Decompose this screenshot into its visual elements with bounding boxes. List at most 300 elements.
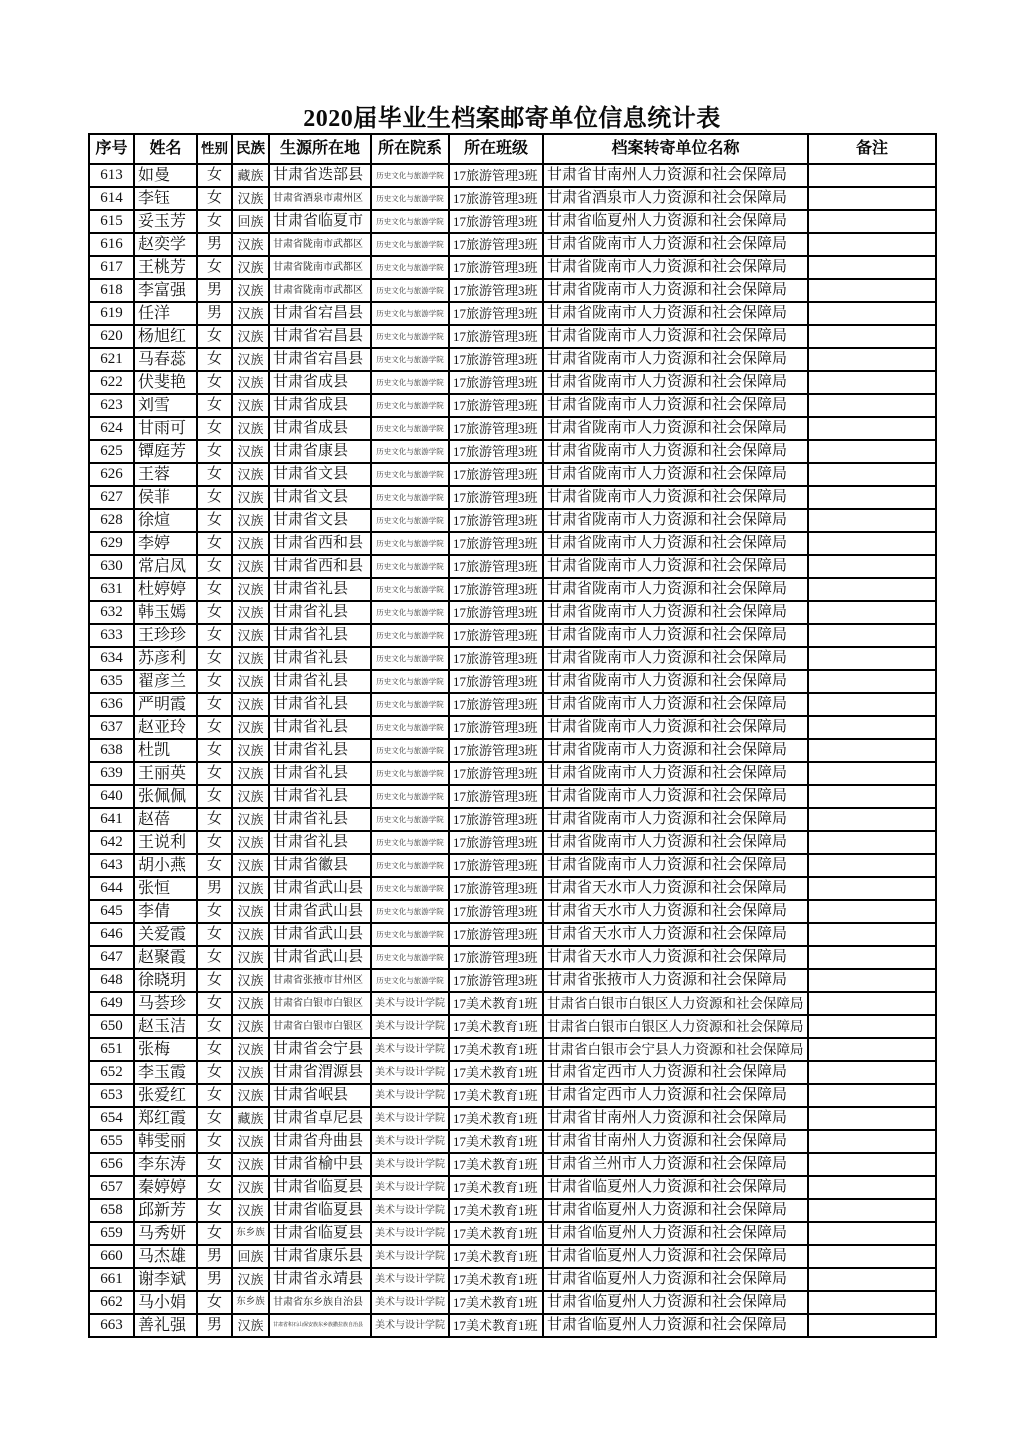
cell-unit: 甘肃省定西市人力资源和社会保障局	[543, 1084, 808, 1107]
cell-gender: 男	[197, 1268, 232, 1291]
cell-department: 历史文化与旅游学院	[371, 302, 449, 325]
cell-origin: 甘肃省临夏县	[269, 1176, 371, 1199]
cell-origin: 甘肃省宕昌县	[269, 348, 371, 371]
cell-name: 杜凯	[134, 739, 197, 762]
cell-name: 张佩佩	[134, 785, 197, 808]
cell-remark	[808, 371, 936, 394]
table-row	[89, 256, 936, 279]
cell-serial: 658	[89, 1199, 134, 1222]
cell-origin: 甘肃省白银市白银区	[269, 992, 371, 1015]
cell-name: 甘雨可	[134, 417, 197, 440]
table-row	[89, 854, 936, 877]
cell-serial: 613	[89, 164, 134, 187]
cell-serial: 645	[89, 900, 134, 923]
cell-ethnicity: 汉族	[232, 1176, 269, 1199]
cell-ethnicity: 汉族	[232, 394, 269, 417]
table-row	[89, 1130, 936, 1153]
cell-unit: 甘肃省陇南市人力资源和社会保障局	[543, 739, 808, 762]
cell-remark	[808, 233, 936, 256]
cell-ethnicity: 汉族	[232, 463, 269, 486]
cell-remark	[808, 1130, 936, 1153]
cell-remark	[808, 279, 936, 302]
cell-ethnicity: 汉族	[232, 279, 269, 302]
table-row	[89, 578, 936, 601]
cell-serial: 623	[89, 394, 134, 417]
cell-gender: 男	[197, 279, 232, 302]
cell-unit: 甘肃省定西市人力资源和社会保障局	[543, 1061, 808, 1084]
cell-name: 胡小燕	[134, 854, 197, 877]
cell-origin: 甘肃省文县	[269, 486, 371, 509]
cell-serial: 661	[89, 1268, 134, 1291]
cell-unit: 甘肃省陇南市人力资源和社会保障局	[543, 716, 808, 739]
cell-remark	[808, 739, 936, 762]
cell-origin: 甘肃省礼县	[269, 601, 371, 624]
cell-ethnicity: 汉族	[232, 371, 269, 394]
cell-unit: 甘肃省天水市人力资源和社会保障局	[543, 946, 808, 969]
cell-gender: 女	[197, 1291, 232, 1314]
cell-gender: 女	[197, 923, 232, 946]
cell-origin: 甘肃省礼县	[269, 808, 371, 831]
table-row	[89, 670, 936, 693]
cell-ethnicity: 汉族	[232, 1130, 269, 1153]
cell-department: 历史文化与旅游学院	[371, 647, 449, 670]
cell-gender: 女	[197, 854, 232, 877]
cell-unit: 甘肃省陇南市人力资源和社会保障局	[543, 578, 808, 601]
cell-name: 镡庭芳	[134, 440, 197, 463]
column-header-remark: 备注	[808, 134, 936, 164]
cell-department: 历史文化与旅游学院	[371, 417, 449, 440]
cell-class: 17旅游管理3班	[449, 923, 543, 946]
cell-gender: 女	[197, 808, 232, 831]
cell-ethnicity: 汉族	[232, 1199, 269, 1222]
cell-remark	[808, 1199, 936, 1222]
table-row	[89, 1153, 936, 1176]
cell-serial: 649	[89, 992, 134, 1015]
cell-serial: 663	[89, 1314, 134, 1337]
cell-origin: 甘肃省积石山保安族东乡族撒拉族自治县	[269, 1314, 371, 1337]
cell-serial: 647	[89, 946, 134, 969]
cell-department: 历史文化与旅游学院	[371, 900, 449, 923]
cell-ethnicity: 汉族	[232, 900, 269, 923]
cell-serial: 618	[89, 279, 134, 302]
cell-unit: 甘肃省陇南市人力资源和社会保障局	[543, 693, 808, 716]
cell-gender: 女	[197, 348, 232, 371]
cell-unit: 甘肃省陇南市人力资源和社会保障局	[543, 808, 808, 831]
cell-serial: 637	[89, 716, 134, 739]
cell-gender: 女	[197, 1199, 232, 1222]
cell-department: 美术与设计学院	[371, 1038, 449, 1061]
cell-ethnicity: 汉族	[232, 256, 269, 279]
cell-remark	[808, 210, 936, 233]
cell-ethnicity: 汉族	[232, 233, 269, 256]
cell-ethnicity: 汉族	[232, 923, 269, 946]
cell-gender: 女	[197, 509, 232, 532]
table-row	[89, 1268, 936, 1291]
cell-department: 历史文化与旅游学院	[371, 463, 449, 486]
cell-department: 美术与设计学院	[371, 1015, 449, 1038]
cell-origin: 甘肃省文县	[269, 509, 371, 532]
cell-origin: 甘肃省临夏市	[269, 210, 371, 233]
cell-department: 历史文化与旅游学院	[371, 532, 449, 555]
cell-name: 谢李斌	[134, 1268, 197, 1291]
cell-name: 马小娟	[134, 1291, 197, 1314]
cell-gender: 女	[197, 578, 232, 601]
cell-name: 邱新芳	[134, 1199, 197, 1222]
cell-name: 王说利	[134, 831, 197, 854]
cell-ethnicity: 汉族	[232, 325, 269, 348]
cell-ethnicity: 汉族	[232, 693, 269, 716]
cell-remark	[808, 256, 936, 279]
cell-origin: 甘肃省张掖市甘州区	[269, 969, 371, 992]
cell-gender: 男	[197, 1245, 232, 1268]
cell-department: 历史文化与旅游学院	[371, 325, 449, 348]
cell-gender: 女	[197, 1107, 232, 1130]
cell-serial: 633	[89, 624, 134, 647]
cell-gender: 女	[197, 164, 232, 187]
cell-class: 17旅游管理3班	[449, 233, 543, 256]
cell-gender: 女	[197, 1130, 232, 1153]
table-row	[89, 1061, 936, 1084]
column-header-name: 姓名	[134, 134, 197, 164]
table-row	[89, 693, 936, 716]
cell-name: 李婷	[134, 532, 197, 555]
cell-remark	[808, 417, 936, 440]
cell-unit: 甘肃省临夏州人力资源和社会保障局	[543, 210, 808, 233]
cell-ethnicity: 汉族	[232, 808, 269, 831]
cell-unit: 甘肃省甘南州人力资源和社会保障局	[543, 1107, 808, 1130]
cell-serial: 628	[89, 509, 134, 532]
cell-department: 美术与设计学院	[371, 1130, 449, 1153]
table-row	[89, 187, 936, 210]
cell-ethnicity: 汉族	[232, 831, 269, 854]
cell-unit: 甘肃省陇南市人力资源和社会保障局	[543, 532, 808, 555]
cell-class: 17旅游管理3班	[449, 831, 543, 854]
cell-origin: 甘肃省卓尼县	[269, 1107, 371, 1130]
cell-gender: 女	[197, 417, 232, 440]
table-row	[89, 601, 936, 624]
cell-remark	[808, 762, 936, 785]
cell-class: 17旅游管理3班	[449, 785, 543, 808]
cell-origin: 甘肃省礼县	[269, 578, 371, 601]
cell-origin: 甘肃省成县	[269, 394, 371, 417]
table-row	[89, 1314, 936, 1337]
table-row	[89, 555, 936, 578]
cell-gender: 女	[197, 716, 232, 739]
cell-department: 历史文化与旅游学院	[371, 946, 449, 969]
cell-gender: 女	[197, 394, 232, 417]
cell-unit: 甘肃省白银市会宁县人力资源和社会保障局	[543, 1038, 808, 1061]
cell-gender: 女	[197, 969, 232, 992]
cell-origin: 甘肃省徽县	[269, 854, 371, 877]
cell-unit: 甘肃省白银市白银区人力资源和社会保障局	[543, 1015, 808, 1038]
cell-department: 历史文化与旅游学院	[371, 233, 449, 256]
cell-origin: 甘肃省礼县	[269, 647, 371, 670]
cell-department: 历史文化与旅游学院	[371, 923, 449, 946]
cell-department: 美术与设计学院	[371, 1245, 449, 1268]
cell-class: 17美术教育1班	[449, 1061, 543, 1084]
cell-unit: 甘肃省临夏州人力资源和社会保障局	[543, 1291, 808, 1314]
cell-department: 历史文化与旅游学院	[371, 877, 449, 900]
cell-unit: 甘肃省张掖市人力资源和社会保障局	[543, 969, 808, 992]
cell-serial: 614	[89, 187, 134, 210]
cell-remark	[808, 187, 936, 210]
table-row	[89, 877, 936, 900]
cell-name: 严明霞	[134, 693, 197, 716]
cell-ethnicity: 汉族	[232, 486, 269, 509]
cell-gender: 女	[197, 647, 232, 670]
archive-info-table	[88, 133, 937, 1338]
cell-ethnicity: 汉族	[232, 1038, 269, 1061]
cell-name: 王珍珍	[134, 624, 197, 647]
cell-serial: 632	[89, 601, 134, 624]
cell-name: 妥玉芳	[134, 210, 197, 233]
cell-serial: 654	[89, 1107, 134, 1130]
cell-department: 历史文化与旅游学院	[371, 969, 449, 992]
cell-remark	[808, 601, 936, 624]
table-row	[89, 440, 936, 463]
cell-class: 17旅游管理3班	[449, 624, 543, 647]
cell-department: 历史文化与旅游学院	[371, 854, 449, 877]
cell-origin: 甘肃省康县	[269, 440, 371, 463]
cell-origin: 甘肃省陇南市武都区	[269, 233, 371, 256]
cell-department: 历史文化与旅游学院	[371, 371, 449, 394]
cell-remark	[808, 992, 936, 1015]
cell-department: 美术与设计学院	[371, 1084, 449, 1107]
cell-department: 美术与设计学院	[371, 1107, 449, 1130]
cell-class: 17旅游管理3班	[449, 417, 543, 440]
cell-name: 王桃芳	[134, 256, 197, 279]
cell-origin: 甘肃省礼县	[269, 739, 371, 762]
cell-class: 17旅游管理3班	[449, 532, 543, 555]
cell-serial: 639	[89, 762, 134, 785]
cell-class: 17旅游管理3班	[449, 969, 543, 992]
cell-origin: 甘肃省成县	[269, 371, 371, 394]
cell-name: 徐煊	[134, 509, 197, 532]
cell-origin: 甘肃省临夏县	[269, 1199, 371, 1222]
cell-remark	[808, 532, 936, 555]
cell-remark	[808, 670, 936, 693]
cell-remark	[808, 946, 936, 969]
cell-name: 李富强	[134, 279, 197, 302]
cell-name: 赵奕学	[134, 233, 197, 256]
cell-serial: 630	[89, 555, 134, 578]
cell-unit: 甘肃省陇南市人力资源和社会保障局	[543, 762, 808, 785]
cell-serial: 616	[89, 233, 134, 256]
cell-ethnicity: 汉族	[232, 555, 269, 578]
cell-remark	[808, 1061, 936, 1084]
cell-gender: 女	[197, 1176, 232, 1199]
table-row	[89, 302, 936, 325]
cell-gender: 女	[197, 785, 232, 808]
cell-ethnicity: 汉族	[232, 647, 269, 670]
cell-name: 马秀妍	[134, 1222, 197, 1245]
cell-class: 17美术教育1班	[449, 1222, 543, 1245]
cell-unit: 甘肃省临夏州人力资源和社会保障局	[543, 1245, 808, 1268]
cell-name: 伏斐艳	[134, 371, 197, 394]
cell-gender: 女	[197, 601, 232, 624]
cell-department: 历史文化与旅游学院	[371, 348, 449, 371]
cell-gender: 女	[197, 463, 232, 486]
cell-remark	[808, 900, 936, 923]
cell-remark	[808, 440, 936, 463]
cell-department: 历史文化与旅游学院	[371, 739, 449, 762]
cell-remark	[808, 1314, 936, 1337]
cell-origin: 甘肃省会宁县	[269, 1038, 371, 1061]
table-row	[89, 486, 936, 509]
cell-class: 17旅游管理3班	[449, 486, 543, 509]
cell-ethnicity: 汉族	[232, 716, 269, 739]
cell-origin: 甘肃省舟曲县	[269, 1130, 371, 1153]
cell-ethnicity: 汉族	[232, 187, 269, 210]
cell-serial: 617	[89, 256, 134, 279]
cell-ethnicity: 汉族	[232, 578, 269, 601]
cell-serial: 636	[89, 693, 134, 716]
cell-remark	[808, 1176, 936, 1199]
cell-name: 秦婷婷	[134, 1176, 197, 1199]
cell-class: 17旅游管理3班	[449, 164, 543, 187]
cell-gender: 男	[197, 233, 232, 256]
cell-ethnicity: 汉族	[232, 1084, 269, 1107]
cell-name: 关爱霞	[134, 923, 197, 946]
column-header-ethnicity: 民族	[232, 134, 269, 164]
cell-remark	[808, 1015, 936, 1038]
cell-origin: 甘肃省礼县	[269, 624, 371, 647]
cell-serial: 625	[89, 440, 134, 463]
cell-gender: 女	[197, 624, 232, 647]
cell-origin: 甘肃省文县	[269, 463, 371, 486]
cell-name: 任洋	[134, 302, 197, 325]
cell-name: 马杰雄	[134, 1245, 197, 1268]
cell-serial: 655	[89, 1130, 134, 1153]
cell-gender: 女	[197, 739, 232, 762]
table-header-row	[89, 134, 936, 164]
cell-ethnicity: 回族	[232, 210, 269, 233]
table-row	[89, 762, 936, 785]
cell-name: 李东涛	[134, 1153, 197, 1176]
cell-ethnicity: 汉族	[232, 762, 269, 785]
cell-serial: 620	[89, 325, 134, 348]
cell-gender: 男	[197, 877, 232, 900]
cell-gender: 女	[197, 1222, 232, 1245]
cell-class: 17旅游管理3班	[449, 302, 543, 325]
table-row	[89, 463, 936, 486]
cell-ethnicity: 东乡族	[232, 1291, 269, 1314]
cell-unit: 甘肃省天水市人力资源和社会保障局	[543, 923, 808, 946]
cell-class: 17旅游管理3班	[449, 578, 543, 601]
cell-serial: 662	[89, 1291, 134, 1314]
cell-origin: 甘肃省岷县	[269, 1084, 371, 1107]
table-row	[89, 808, 936, 831]
cell-unit: 甘肃省陇南市人力资源和社会保障局	[543, 394, 808, 417]
cell-origin: 甘肃省酒泉市肃州区	[269, 187, 371, 210]
cell-origin: 甘肃省西和县	[269, 532, 371, 555]
cell-remark	[808, 302, 936, 325]
table-row	[89, 900, 936, 923]
cell-class: 17旅游管理3班	[449, 279, 543, 302]
table-row	[89, 509, 936, 532]
cell-ethnicity: 汉族	[232, 1153, 269, 1176]
cell-name: 韩玉嫣	[134, 601, 197, 624]
cell-class: 17旅游管理3班	[449, 900, 543, 923]
cell-gender: 女	[197, 1015, 232, 1038]
cell-department: 美术与设计学院	[371, 1061, 449, 1084]
cell-class: 17旅游管理3班	[449, 555, 543, 578]
cell-unit: 甘肃省陇南市人力资源和社会保障局	[543, 302, 808, 325]
cell-unit: 甘肃省陇南市人力资源和社会保障局	[543, 348, 808, 371]
cell-origin: 甘肃省康乐县	[269, 1245, 371, 1268]
cell-class: 17旅游管理3班	[449, 325, 543, 348]
cell-unit: 甘肃省陇南市人力资源和社会保障局	[543, 256, 808, 279]
cell-department: 历史文化与旅游学院	[371, 578, 449, 601]
cell-serial: 660	[89, 1245, 134, 1268]
cell-origin: 甘肃省礼县	[269, 716, 371, 739]
cell-department: 美术与设计学院	[371, 1314, 449, 1337]
cell-serial: 653	[89, 1084, 134, 1107]
cell-unit: 甘肃省陇南市人力资源和社会保障局	[543, 555, 808, 578]
cell-origin: 甘肃省永靖县	[269, 1268, 371, 1291]
cell-class: 17旅游管理3班	[449, 762, 543, 785]
cell-department: 美术与设计学院	[371, 1222, 449, 1245]
cell-gender: 女	[197, 693, 232, 716]
cell-department: 美术与设计学院	[371, 1176, 449, 1199]
cell-ethnicity: 汉族	[232, 509, 269, 532]
cell-department: 历史文化与旅游学院	[371, 210, 449, 233]
cell-ethnicity: 汉族	[232, 1314, 269, 1337]
cell-gender: 女	[197, 440, 232, 463]
cell-remark	[808, 1153, 936, 1176]
cell-class: 17旅游管理3班	[449, 670, 543, 693]
cell-serial: 648	[89, 969, 134, 992]
cell-ethnicity: 东乡族	[232, 1222, 269, 1245]
cell-serial: 629	[89, 532, 134, 555]
cell-class: 17美术教育1班	[449, 1038, 543, 1061]
table-row	[89, 831, 936, 854]
cell-gender: 男	[197, 302, 232, 325]
cell-remark	[808, 831, 936, 854]
cell-unit: 甘肃省兰州市人力资源和社会保障局	[543, 1153, 808, 1176]
cell-unit: 甘肃省陇南市人力资源和社会保障局	[543, 601, 808, 624]
cell-name: 如曼	[134, 164, 197, 187]
cell-gender: 女	[197, 1038, 232, 1061]
cell-name: 郑红霞	[134, 1107, 197, 1130]
cell-remark	[808, 1222, 936, 1245]
cell-serial: 631	[89, 578, 134, 601]
cell-ethnicity: 汉族	[232, 348, 269, 371]
cell-department: 历史文化与旅游学院	[371, 509, 449, 532]
cell-name: 张恒	[134, 877, 197, 900]
cell-department: 美术与设计学院	[371, 1291, 449, 1314]
cell-unit: 甘肃省酒泉市人力资源和社会保障局	[543, 187, 808, 210]
cell-unit: 甘肃省陇南市人力资源和社会保障局	[543, 854, 808, 877]
cell-class: 17旅游管理3班	[449, 716, 543, 739]
cell-ethnicity: 汉族	[232, 624, 269, 647]
cell-unit: 甘肃省甘南州人力资源和社会保障局	[543, 1130, 808, 1153]
cell-origin: 甘肃省渭源县	[269, 1061, 371, 1084]
cell-class: 17旅游管理3班	[449, 693, 543, 716]
cell-name: 张梅	[134, 1038, 197, 1061]
cell-department: 历史文化与旅游学院	[371, 624, 449, 647]
cell-gender: 女	[197, 325, 232, 348]
cell-remark	[808, 555, 936, 578]
table-row	[89, 325, 936, 348]
cell-class: 17旅游管理3班	[449, 463, 543, 486]
cell-class: 17旅游管理3班	[449, 647, 543, 670]
cell-class: 17旅游管理3班	[449, 739, 543, 762]
cell-ethnicity: 回族	[232, 1245, 269, 1268]
cell-remark	[808, 969, 936, 992]
cell-class: 17美术教育1班	[449, 1245, 543, 1268]
table-body	[89, 164, 936, 1337]
